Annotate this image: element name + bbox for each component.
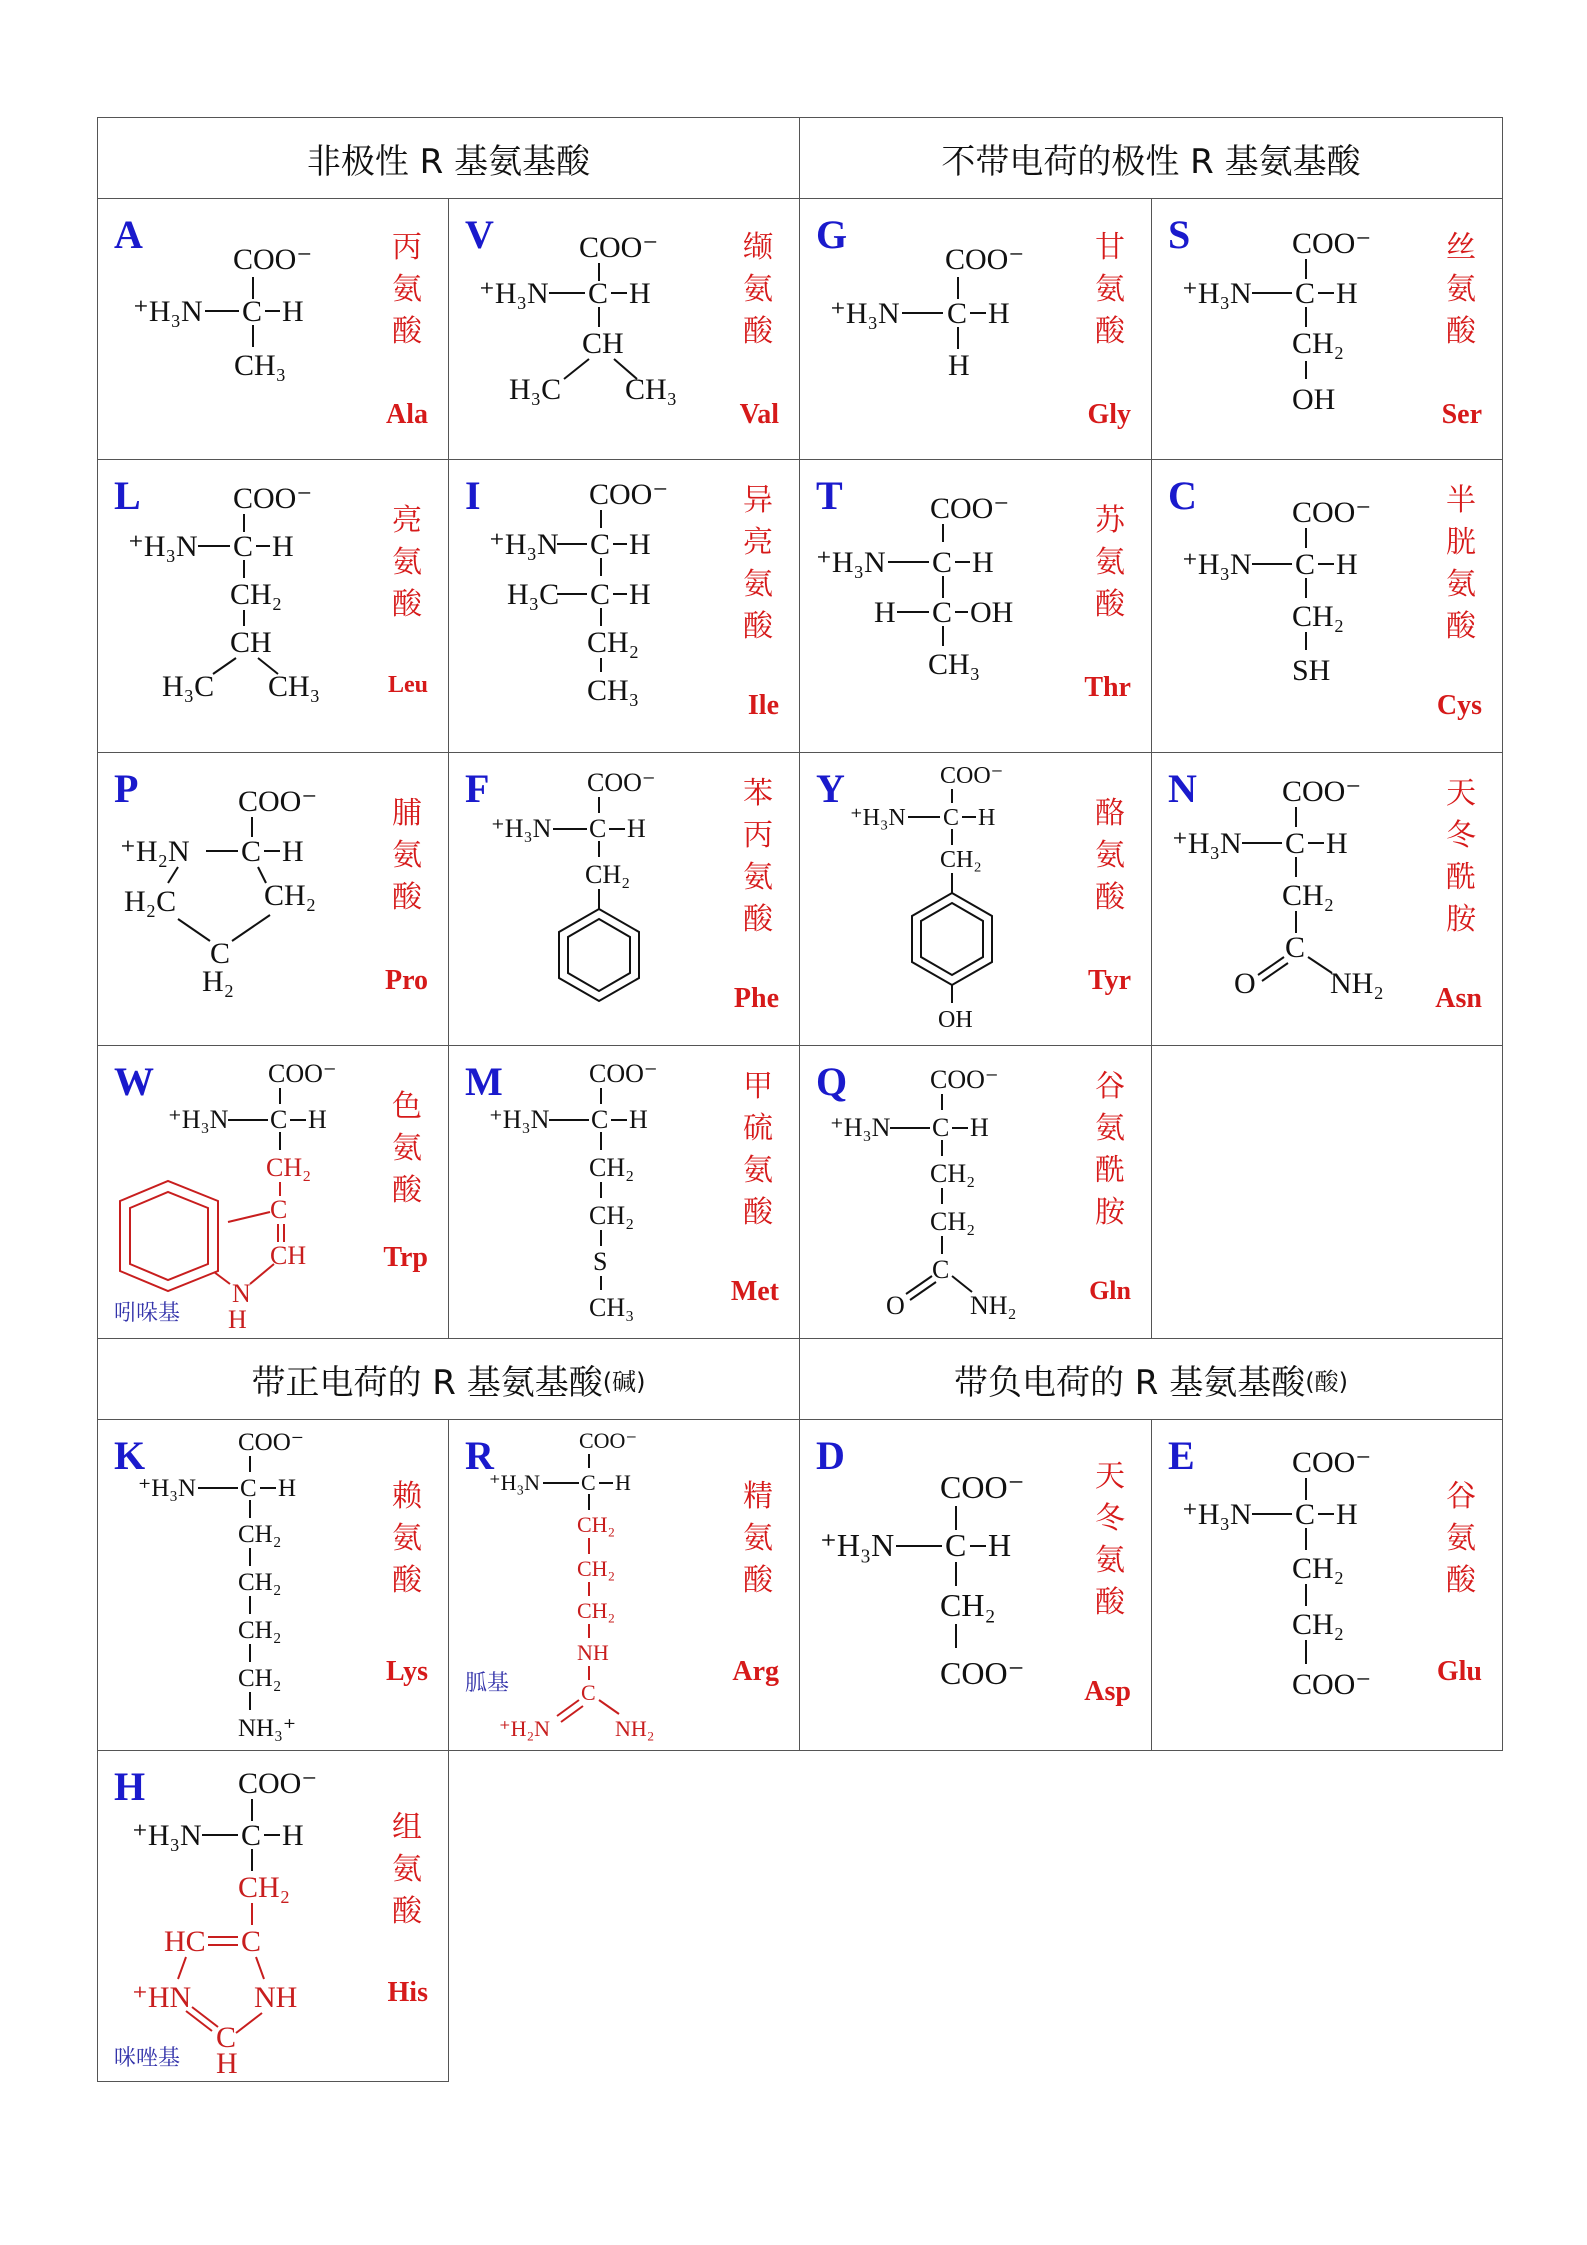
cell-thr: [799, 459, 1152, 753]
thr-structure: [800, 460, 1153, 754]
cell-val: [448, 198, 800, 460]
chem-h3c: H₃C: [162, 670, 215, 703]
header-negative-text: 带负电荷的 R 基氨基酸: [954, 1362, 1306, 1403]
chem-h3n: ⁺H₃N: [168, 1105, 229, 1134]
cell-arg: [448, 1419, 800, 1751]
chem-c: C: [588, 277, 609, 310]
chem-h3n: ⁺H₃N: [491, 814, 552, 843]
chem-ch2: CH₂: [577, 1556, 616, 1581]
cell-letter: C: [1168, 473, 1197, 518]
gly-structure: [800, 199, 1153, 461]
chem-h: H: [1336, 1498, 1358, 1531]
chem-ch3: CH₃: [928, 648, 981, 681]
his-structure: [98, 1751, 450, 2083]
cell-asp: [799, 1419, 1152, 1751]
chem-c: C: [945, 1527, 967, 1563]
cell-gly: [799, 198, 1152, 460]
chem-nh3: NH₃⁺: [238, 1715, 297, 1742]
cell-chinese-name: 脯氨酸: [392, 796, 422, 915]
chem-c: C: [1285, 931, 1306, 964]
chem-h2n: ⁺H₂N: [499, 1716, 551, 1741]
chem-h: H: [874, 596, 896, 629]
cell-letter: H: [114, 1764, 146, 1809]
chem-ch2: CH₂: [577, 1512, 616, 1537]
phe-structure: [449, 753, 801, 1047]
cell-chinese-name: 苯丙氨酸: [743, 776, 773, 937]
cell-gln: [799, 1045, 1152, 1339]
cell-abbr: Asn: [1435, 983, 1482, 1014]
cell-letter: D: [816, 1433, 845, 1478]
chem-ch: CH: [230, 626, 272, 659]
cell-letter: Q: [816, 1059, 848, 1104]
cell-chinese-name: 天冬酰胺: [1446, 776, 1476, 937]
cell-letter: Y: [816, 766, 845, 811]
arg-structure: [449, 1420, 801, 1752]
chem-nh2: NH₂: [970, 1291, 1017, 1320]
cell-chinese-name: 甘氨酸: [1095, 230, 1125, 349]
header-positive-text: 带正电荷的 R 基氨基酸: [251, 1362, 603, 1403]
chem-c: C: [1295, 1498, 1316, 1531]
cell-asn: [1151, 752, 1503, 1046]
cell-chinese-name: 丙氨酸: [392, 230, 422, 349]
chem-coo: COO⁻: [1292, 227, 1372, 260]
ile-structure: [449, 460, 801, 754]
chem-h2c: H₂C: [124, 885, 177, 918]
chem-c: C: [581, 1470, 596, 1495]
chem-ch2: CH₂: [1292, 1608, 1345, 1641]
chem-h: H: [282, 1819, 304, 1852]
chem-c: C: [932, 1255, 950, 1284]
cell-trp: [97, 1045, 449, 1339]
chem-c: C: [932, 546, 953, 579]
chem-ch2: CH₂: [266, 1153, 312, 1182]
chem-coo: COO⁻: [238, 1767, 318, 1800]
header-nonpolar-text: 非极性 R 基氨基酸: [306, 141, 591, 182]
chem-h3n: ⁺H₃N: [1182, 548, 1252, 581]
cell-letter: E: [1168, 1433, 1195, 1478]
chem-ch2: CH₂: [1282, 879, 1335, 912]
cell-abbr: Tyr: [1087, 965, 1131, 996]
chem-h: H: [629, 528, 651, 561]
cell-abbr: Asp: [1084, 1676, 1131, 1707]
chem-s: S: [593, 1247, 608, 1276]
chem-h: H: [629, 277, 651, 310]
chem-ch2: CH₂: [264, 879, 317, 912]
chem-h: H: [308, 1105, 327, 1134]
chem-coo: COO⁻: [589, 478, 669, 511]
val-structure: [449, 199, 801, 461]
cell-chinese-name: 组氨酸: [392, 1810, 422, 1929]
cell-letter: W: [114, 1059, 154, 1104]
asp-structure: [800, 1420, 1153, 1752]
cell-chinese-name: 缬氨酸: [743, 230, 773, 349]
cell-abbr: Gln: [1089, 1276, 1131, 1305]
chem-coo: COO⁻: [238, 785, 318, 818]
chem-oh: OH: [1292, 383, 1336, 416]
chem-ch2: CH₂: [238, 1871, 291, 1904]
chem-ch2: CH₂: [577, 1598, 616, 1623]
chem-h: H: [978, 805, 996, 831]
cell-chinese-name: 异亮氨酸: [743, 483, 773, 644]
chem-coo: COO⁻: [930, 492, 1010, 525]
cell-chinese-name: 谷氨酰胺: [1095, 1069, 1125, 1230]
chem-coo: COO⁻: [589, 1059, 658, 1088]
chem-coo: COO⁻: [940, 763, 1004, 789]
chem-c: C: [210, 937, 231, 970]
chem-c: C: [233, 530, 254, 563]
glu-structure: [1152, 1420, 1504, 1752]
chem-h3n: ⁺H₃N: [830, 297, 900, 330]
chem-ch3: CH₃: [587, 674, 640, 707]
chem-c: C: [581, 1680, 596, 1705]
chem-coo: COO⁻: [945, 243, 1025, 276]
chem-h: H: [282, 295, 304, 328]
header-negative: [799, 1338, 1503, 1420]
chem-coo: COO⁻: [579, 1428, 638, 1453]
chem-c: C: [270, 1105, 288, 1134]
chem-h3n: ⁺H₃N: [830, 1113, 891, 1142]
chem-ch2: CH₂: [238, 1665, 282, 1692]
chem-h3c: H₃C: [507, 578, 560, 611]
chem-coo: COO⁻: [233, 482, 313, 515]
chem-c: C: [241, 1819, 262, 1852]
chem-c: C: [589, 814, 607, 843]
guanidino-group-label: 胍基: [465, 1671, 510, 1696]
cell-chinese-name: 亮氨酸: [392, 503, 422, 622]
indole-group-label: 吲哚基: [114, 1301, 181, 1326]
chem-h2n: ⁺H₂N: [120, 835, 190, 868]
chem-c: C: [216, 2021, 237, 2054]
chem-c: C: [591, 1105, 609, 1134]
chem-h: H: [615, 1470, 631, 1495]
chem-h: H: [272, 530, 294, 563]
cell-letter: N: [1168, 766, 1197, 811]
chem-h3n: ⁺H₃N: [1182, 1498, 1252, 1531]
cell-letter: I: [465, 473, 481, 518]
cell-abbr: Gly: [1087, 399, 1131, 430]
chem-ch3: CH₃: [625, 373, 678, 406]
chem-ch3: CH₃: [234, 349, 287, 382]
chem-nh2: NH₂: [1330, 967, 1384, 1000]
cell-abbr: Ser: [1441, 399, 1482, 430]
chem-coo: COO⁻: [940, 1469, 1025, 1505]
chem-c: C: [1295, 548, 1316, 581]
cell-phe: [448, 752, 800, 1046]
header-positive-sub: (碱): [602, 1367, 646, 1396]
cell-chinese-name: 谷氨酸: [1446, 1479, 1476, 1598]
header-positive: [97, 1338, 800, 1420]
chem-coo: COO⁻: [940, 1655, 1025, 1691]
cell-abbr: Arg: [732, 1656, 779, 1687]
leu-structure: [98, 460, 450, 754]
cell-chinese-name: 天冬氨酸: [1095, 1459, 1125, 1620]
cell-ser: [1151, 198, 1503, 460]
cell-met: [448, 1045, 800, 1339]
cell-letter: L: [114, 473, 141, 518]
chem-ch2: CH₂: [230, 578, 283, 611]
chem-h3n: ⁺H₃N: [489, 528, 559, 561]
chem-coo: COO⁻: [238, 1429, 304, 1456]
cell-letter: M: [465, 1059, 503, 1104]
cell-abbr: Ala: [386, 399, 428, 430]
chem-coo: COO⁻: [1292, 1668, 1372, 1701]
cell-leu: [97, 459, 449, 753]
chem-h: H: [972, 546, 994, 579]
cell-abbr: Glu: [1436, 1656, 1482, 1687]
chem-c: C: [932, 596, 953, 629]
cys-structure: [1152, 460, 1504, 754]
chem-c: C: [590, 528, 611, 561]
chem-h: H: [629, 578, 651, 611]
chem-h3n: ⁺H₃N: [132, 1819, 202, 1852]
cell-letter: F: [465, 766, 490, 811]
chem-h3n: ⁺H₃N: [138, 1475, 197, 1502]
cell-letter: K: [114, 1433, 146, 1478]
cell-abbr: Met: [730, 1276, 779, 1307]
ser-structure: [1152, 199, 1504, 461]
chem-c: C: [932, 1113, 950, 1142]
chem-n: N: [232, 1279, 251, 1308]
cell-abbr: His: [387, 1977, 428, 2008]
chem-h: H: [988, 1527, 1012, 1563]
cell-abbr: Phe: [733, 983, 779, 1014]
chem-coo: COO⁻: [268, 1059, 337, 1088]
chem-c: C: [590, 578, 611, 611]
cell-ala: [97, 198, 449, 460]
cell-his: [97, 1750, 449, 2082]
cell-abbr: Trp: [383, 1242, 428, 1273]
cell-chinese-name: 精氨酸: [743, 1479, 773, 1598]
cell-chinese-name: 苏氨酸: [1095, 503, 1125, 622]
chem-c: C: [1295, 277, 1316, 310]
cell-empty: [1151, 1045, 1503, 1339]
chem-ch2: CH₂: [587, 626, 640, 659]
met-structure: [449, 1046, 801, 1340]
cell-letter: P: [114, 766, 139, 811]
cell-letter: S: [1168, 212, 1191, 257]
chem-oh: OH: [938, 1007, 973, 1033]
cell-abbr: Pro: [384, 965, 428, 996]
cell-cys: [1151, 459, 1503, 753]
chem-ch2: CH₂: [1292, 600, 1345, 633]
chem-ch: CH: [582, 327, 624, 360]
chem-nh: NH: [254, 1981, 298, 2014]
cell-chinese-name: 甲硫氨酸: [743, 1069, 773, 1230]
chem-h3n: ⁺H₃N: [1182, 277, 1252, 310]
header-nonpolar: [97, 117, 800, 199]
chem-oh: OH: [970, 596, 1014, 629]
asn-structure: [1152, 753, 1504, 1047]
chem-h: H: [282, 835, 304, 868]
chem-o: O: [1234, 967, 1256, 1000]
chem-c: C: [240, 1475, 257, 1502]
chem-h3n: ⁺H₃N: [850, 805, 906, 831]
chem-h: H: [278, 1475, 297, 1502]
chem-c: C: [1285, 827, 1306, 860]
chem-h: H: [948, 349, 970, 382]
cell-chinese-name: 色氨酸: [392, 1089, 422, 1208]
cell-abbr: Lys: [385, 1656, 428, 1687]
chem-nh: NH: [577, 1640, 609, 1665]
chem-ch2: CH₂: [1292, 327, 1345, 360]
chem-h3c: H₃C: [509, 373, 562, 406]
chem-o: O: [886, 1291, 905, 1320]
chem-ch2: CH₂: [1292, 1552, 1345, 1585]
chem-c: C: [241, 1925, 262, 1958]
chem-c: C: [241, 835, 262, 868]
chem-coo: COO⁻: [1292, 496, 1372, 529]
cell-chinese-name: 半胱氨酸: [1446, 483, 1476, 644]
chem-c: C: [947, 297, 968, 330]
chem-h: H: [970, 1113, 989, 1142]
cell-letter: R: [465, 1433, 494, 1478]
cell-chinese-name: 丝氨酸: [1446, 230, 1476, 349]
chem-c: C: [270, 1195, 288, 1224]
chem-h3n: ⁺H₃N: [479, 277, 549, 310]
chem-h: H: [1326, 827, 1348, 860]
chem-ch2: CH₂: [585, 860, 631, 889]
cell-abbr: Leu: [387, 672, 428, 698]
chem-h3n: ⁺H₃N: [820, 1527, 895, 1563]
cell-lys: [97, 1419, 449, 1751]
cell-abbr: Val: [739, 399, 779, 430]
chem-ch2: CH₂: [238, 1569, 282, 1596]
cell-tyr: [799, 752, 1152, 1046]
chem-c: C: [242, 295, 263, 328]
chem-ch2: CH₂: [589, 1201, 635, 1230]
pro-structure: [98, 753, 450, 1047]
chem-ch3: CH₃: [589, 1293, 635, 1322]
lys-structure: [98, 1420, 450, 1752]
chem-h: H: [988, 297, 1010, 330]
chem-coo: COO⁻: [1292, 1446, 1372, 1479]
cell-chinese-name: 酪氨酸: [1095, 796, 1125, 915]
cell-pro: [97, 752, 449, 1046]
chem-h: H: [1336, 277, 1358, 310]
header-uncharged-polar: [799, 117, 1503, 199]
cell-abbr: Ile: [747, 690, 779, 721]
chem-ch2: CH₂: [930, 1159, 976, 1188]
chem-ch3: CH₃: [268, 670, 321, 703]
chem-h: H: [216, 2047, 238, 2080]
chem-h: H: [1336, 548, 1358, 581]
chem-ch2: CH₂: [940, 1587, 996, 1623]
cell-letter: T: [816, 473, 843, 518]
chem-ch2: CH₂: [940, 847, 982, 873]
chem-coo: COO⁻: [587, 768, 656, 797]
cell-chinese-name: 赖氨酸: [392, 1479, 422, 1598]
chem-coo: COO⁻: [233, 243, 313, 276]
chem-h2: H₂: [202, 965, 235, 998]
tyr-structure: [800, 753, 1153, 1047]
cell-glu: [1151, 1419, 1503, 1751]
chem-h3n: ⁺H₃N: [133, 295, 203, 328]
chem-h: H: [228, 1305, 247, 1334]
chem-ch: CH: [270, 1241, 307, 1270]
trp-structure: [98, 1046, 450, 1340]
chem-ch2: CH₂: [589, 1153, 635, 1182]
chem-nh2: NH₂: [615, 1716, 655, 1741]
chem-h3n: ⁺H₃N: [1172, 827, 1242, 860]
chem-h3n: ⁺H₃N: [128, 530, 198, 563]
cell-letter: A: [114, 212, 143, 257]
chem-coo: COO⁻: [1282, 775, 1362, 808]
chem-hc: HC: [164, 1925, 206, 1958]
chem-h: H: [627, 814, 646, 843]
chem-h: H: [629, 1105, 648, 1134]
cell-abbr: Cys: [1436, 690, 1482, 721]
cell-letter: V: [465, 212, 494, 257]
gln-structure: [800, 1046, 1153, 1340]
chem-h3n: ⁺H₃N: [489, 1470, 541, 1495]
ala-structure: [98, 199, 450, 461]
chem-h3n: ⁺H₃N: [489, 1105, 550, 1134]
header-negative-sub: (酸): [1305, 1367, 1348, 1396]
chem-sh: SH: [1292, 654, 1331, 687]
chem-coo: COO⁻: [579, 231, 659, 264]
cell-ile: [448, 459, 800, 753]
cell-letter: G: [816, 212, 848, 257]
chem-coo: COO⁻: [930, 1065, 999, 1094]
chem-ch2: CH₂: [238, 1521, 282, 1548]
imidazole-group-label: 咪唑基: [114, 2046, 181, 2071]
chem-ch2: CH₂: [238, 1617, 282, 1644]
header-uncharged-polar-text: 不带电荷的极性 R 基氨基酸: [941, 141, 1361, 182]
chem-ch2: CH₂: [930, 1207, 976, 1236]
chem-c: C: [943, 805, 960, 831]
chem-hn: ⁺HN: [132, 1981, 192, 2014]
chem-h3n: ⁺H₃N: [816, 546, 886, 579]
cell-abbr: Thr: [1084, 672, 1131, 703]
